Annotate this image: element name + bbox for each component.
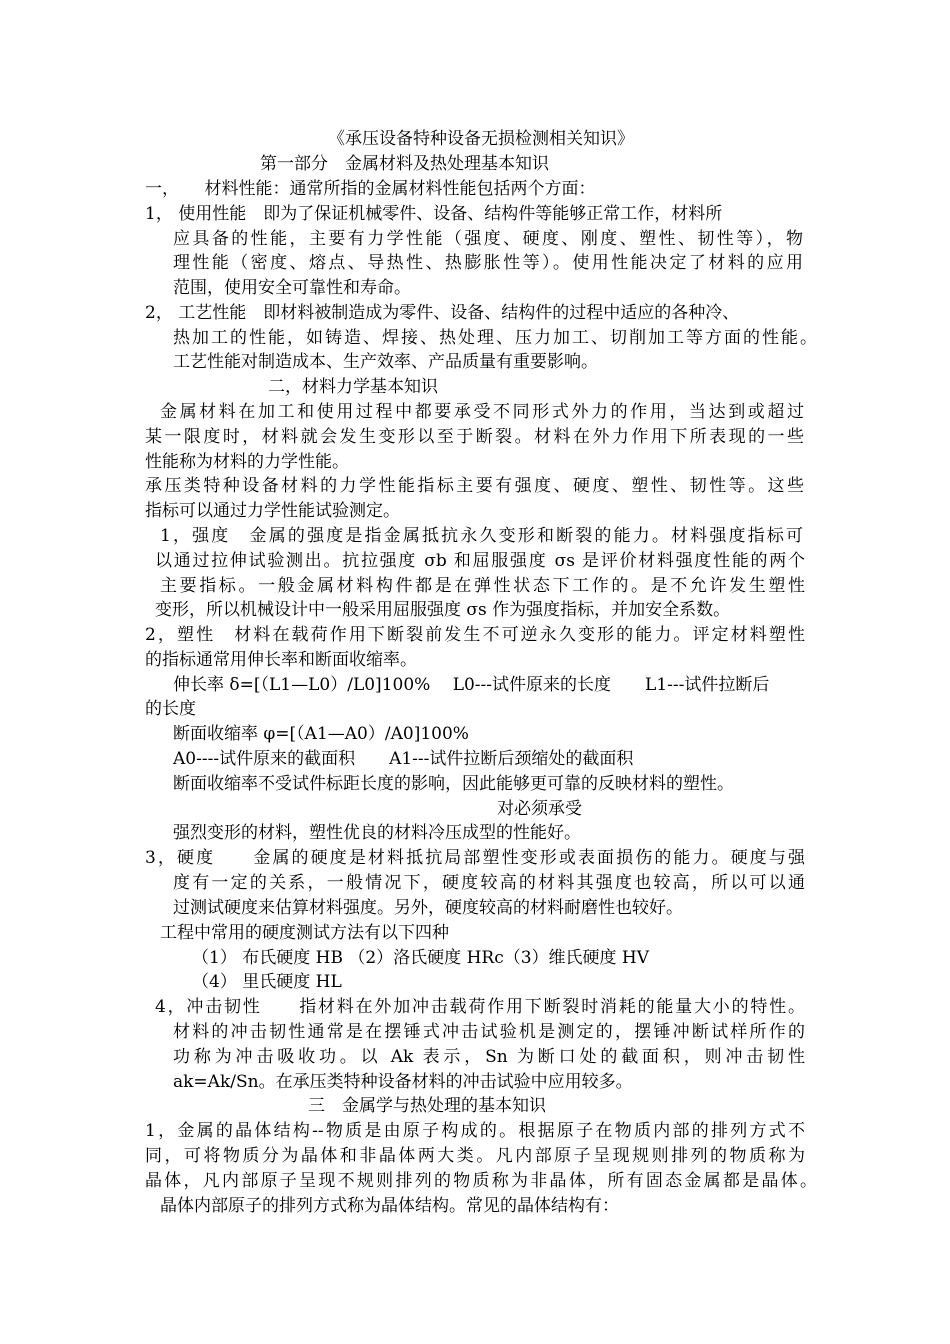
paragraph-line: 材料的冲击韧性通常是在摆锤式冲击试验机是测定的，摆锤冲断试样所作的 [173,1022,805,1042]
section-heading: 二，材料力学基本知识 [268,377,438,397]
paragraph-line: 以通过拉伸试验测出。抗拉强度 σb 和屈服强度 σs 是评价材料强度性能的两个 [155,551,805,571]
paragraph-line: 性能称为材料的力学性能。 [145,452,349,472]
section-heading: 一， 材料性能：通常所指的金属材料性能包括两个方面： [145,179,596,199]
paragraph-line: 强烈变形的材料，塑性优良的材料冷压成型的性能好。 [173,823,581,843]
paragraph-line: 同，可将物质分为晶体和非晶体两大类。凡内部原子呈现规则排列的物质称为 [145,1146,805,1166]
paragraph-line: 1，强度 金属的强度是指金属抵抗永久变形和断裂的能力。材料强度指标可 [160,526,803,546]
paragraph-line: 过测试硬度来估算材料强度。另外，硬度较高的材料耐磨性也较好。 [173,898,683,918]
paragraph-line: 主要指标。一般金属材料构件都是在弹性状态下工作的。是不允许发生塑性 [160,576,805,596]
document-title: 《承压设备特种设备无损检测相关知识》 [328,129,634,149]
paragraph-line: 热加工的性能，如铸造、焊接、热处理、压力加工、切削加工等方面的性能。 [173,328,817,348]
paragraph-line: 应具备的性能，主要有力学性能（强度、硬度、刚度、塑性、韧性等），物 [173,229,803,249]
paragraph-line: 4，冲击韧性 指材料在外加冲击载荷作用下断裂时消耗的能量大小的特性。 [155,997,805,1017]
section-heading: 三 金属学与热处理的基本知识 [308,1096,546,1116]
paragraph-line: 度有一定的关系，一般情况下，硬度较高的材料其强度也较高，所以可以通 [173,873,805,893]
paragraph-line: 2， 工艺性能 即材料被制造成为零件、设备、结构件的过程中适应的各种冷、 [145,303,740,323]
paragraph-line: 对必须承受 [497,799,582,819]
paragraph-line: 指标可以通过力学性能试验测定。 [145,501,400,521]
paragraph-line: 变形，所以机械设计中一般采用屈服强度 σs 作为强度指标，并加安全系数。 [155,600,731,620]
paragraph-line: 某一限度时，材料就会发生变形以至于断裂。材料在外力作用下所表现的一些 [145,427,804,447]
paragraph-line: 晶体，凡内部原子呈现不规则排列的物质称为非晶体，所有固态金属都是晶体。 [145,1171,817,1191]
paragraph-line: 1，金属的晶体结构--物质是由原子构成的。根据原子在物质内部的排列方式不 [145,1121,805,1141]
paragraph-line: 承压类特种设备材料的力学性能指标主要有强度、硬度、塑性、韧性等。这些 [145,476,804,496]
list-item: （4） 里氏硬度 HL [192,972,342,992]
paragraph-line: 断面收缩率不受试件标距长度的影响，因此能够更可靠的反映材料的塑性。 [173,774,734,794]
paragraph-line: 理性能（密度、熔点、导热性、热膨胀性等）。使用性能决定了材料的应用 [173,253,803,273]
paragraph-line: 的指标通常用伸长率和断面收缩率。 [145,650,417,670]
paragraph-line: 1， 使用性能 即为了保证机械零件、设备、结构件等能够正常工作，材料所 [145,204,723,224]
list-item: （1） 布氏硬度 HB （2）洛氏硬度 HRc（3）维氏硬度 HV [192,948,650,968]
paragraph-line: 工程中常用的硬度测试方法有以下四种 [160,923,449,943]
paragraph-line: 金属材料在加工和使用过程中都要承受不同形式外力的作用，当达到或超过 [160,402,804,422]
formula-line: 伸长率 δ=[（L1—L0）/L0]100% L0---试件原来的长度 L1---试件拉断后 [173,675,770,695]
part-heading: 第一部分 金属材料及热处理基本知识 [260,154,549,174]
paragraph-line: 晶体内部原子的排列方式称为晶体结构。常见的晶体结构有： [160,1196,619,1216]
paragraph-line: 功称为冲击吸收功。以 Ak 表示，Sn 为断口处的截面积，则冲击韧性 [173,1047,805,1067]
paragraph-line: 的长度 [145,699,196,719]
paragraph-line: A0----试件原来的截面积 A1---试件拉断后颈缩处的截面积 [173,749,634,769]
paragraph-line: 工艺性能对制造成本、生产效率、产品质量有重要影响。 [173,352,598,372]
paragraph-line: ak=Ak/Sn。在承压类特种设备材料的冲击试验中应用较多。 [173,1072,633,1092]
paragraph-line: 2，塑性 材料在载荷作用下断裂前发生不可逆永久变形的能力。评定材料塑性 [145,625,805,645]
paragraph-line: 3，硬度 金属的硬度是材料抵抗局部塑性变形或表面损伤的能力。硬度与强 [145,848,805,868]
formula-line: 断面收缩率 φ=[（A1—A0）/A0]100% [173,724,469,744]
paragraph-line: 范围，使用安全可靠性和寿命。 [173,278,411,298]
